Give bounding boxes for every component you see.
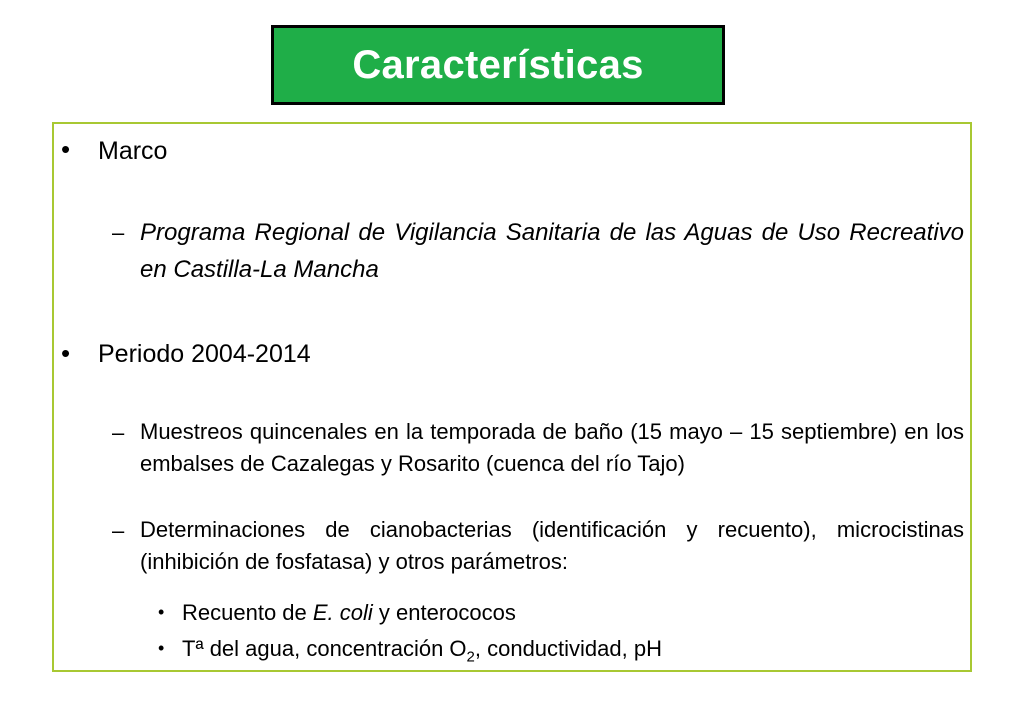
recuento-prefix: Recuento de — [182, 600, 313, 625]
recuento-suffix: y enterococos — [372, 600, 516, 625]
periodo-label: Periodo 2004-2014 — [98, 340, 311, 368]
sub-bullet-marker: • — [158, 638, 165, 658]
marco-program-text: Programa Regional de Vigilancia Sanitaria de las Aguas de Uso Recreativo en Castilla-La Mancha — [140, 219, 964, 283]
content-panel — [52, 122, 972, 672]
dash-marker: – — [112, 220, 125, 245]
sub-bullet-marker: • — [158, 602, 165, 622]
agua-text — [182, 635, 962, 666]
title-banner — [271, 25, 725, 105]
bullet-marker: • — [61, 134, 71, 164]
ecoli-italic: E. coli — [312, 600, 373, 625]
muestreos-text: Muestreos quincenales en la temporada de baño (15 mayo – 15 septiembre) en los embalses de Cazalegas y Rosarito (cuenca del río Tajo) — [140, 419, 964, 476]
determinaciones-text: Determinaciones de cianobacterias (identificación y recuento), microcistinas (inhibición de fosfatasa) y otros parámetros: — [140, 517, 964, 574]
agua-suffix: , conductividad, pH — [474, 636, 662, 661]
oxygen-subscript: 2 — [466, 648, 475, 666]
agua-prefix: Tª del agua, concentración O — [182, 636, 467, 661]
bullet-marker: • — [61, 338, 71, 368]
slide-title: Características — [352, 43, 644, 87]
dash-marker: – — [112, 420, 125, 445]
marco-label: Marco — [98, 137, 168, 165]
dash-marker: – — [112, 518, 125, 543]
recuento-text — [182, 599, 962, 627]
